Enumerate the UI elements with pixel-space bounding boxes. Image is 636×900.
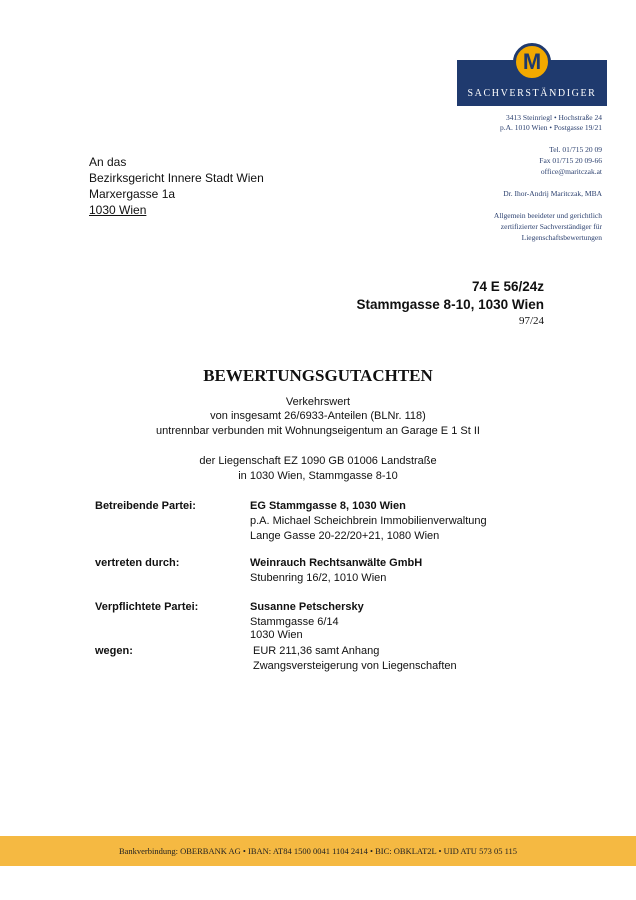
logo-letter: M xyxy=(522,49,542,74)
property-address: Stammgasse 8-10, 1030 Wien xyxy=(356,297,544,312)
logo-emblem xyxy=(513,43,551,81)
subject-line-2: von insgesamt 26/6933-Anteilen (BLNr. 118) xyxy=(210,410,426,422)
wegen-line-1: EUR 211,36 samt Anhang xyxy=(253,645,380,657)
vertreten-label: vertreten durch: xyxy=(95,557,180,569)
header-address-2: p.A. 1010 Wien • Postgasse 19/21 xyxy=(500,123,602,132)
vertreten-name: Weinrauch Rechtsanwälte GmbH xyxy=(250,557,423,569)
header-desc-3: Liegenschaftsbewertungen xyxy=(521,233,602,242)
footer-bank-details: Bankverbindung: OBERBANK AG • IBAN: AT84 1500 0041 1104 2414 • BIC: OBKLAT2L • UID ATU 573 05 115 xyxy=(118,846,518,856)
subject-line-4: der Liegenschaft EZ 1090 GB 01006 Landstraße xyxy=(199,455,437,467)
wegen-label: wegen: xyxy=(95,645,133,657)
subject-line-3: untrennbar verbunden mit Wohnungseigentum an Garage E 1 St II xyxy=(156,425,480,437)
case-number: 74 E 56/24z xyxy=(471,279,544,294)
recipient-line-1: An das xyxy=(89,155,127,169)
vertreten-line-2: Stubenring 16/2, 1010 Wien xyxy=(250,572,387,584)
betreibende-label: Betreibende Partei: xyxy=(95,500,196,512)
subject-line-5: in 1030 Wien, Stammgasse 8-10 xyxy=(238,470,398,482)
verpflichtete-name: Susanne Petschersky xyxy=(250,601,364,613)
recipient-line-4: 1030 Wien xyxy=(89,203,147,217)
verpflichtete-label: Verpflichtete Partei: xyxy=(95,601,199,613)
header-desc-2: zertifizierter Sachverständiger für xyxy=(500,222,602,231)
recipient-line-2: Bezirksgericht Innere Stadt Wien xyxy=(89,171,264,185)
wegen-line-2: Zwangsversteigerung von Liegenschaften xyxy=(253,660,457,672)
verpflichtete-line-3: 1030 Wien xyxy=(250,629,303,641)
recipient-line-3: Marxergasse 1a xyxy=(89,187,176,201)
logo-text: SACHVERSTÄNDIGER xyxy=(467,88,597,99)
header-desc-1: Allgemein beeideter und gerichtlich xyxy=(493,211,602,220)
header-name: Dr. Ihor-Andrij Maritczak, MBA xyxy=(503,189,602,198)
document-number: 97/24 xyxy=(518,315,544,327)
betreibende-line-3: Lange Gasse 20-22/20+21, 1080 Wien xyxy=(250,530,440,542)
betreibende-line-2: p.A. Michael Scheichbrein Immobilienverwaltung xyxy=(250,515,487,527)
betreibende-name: EG Stammgasse 8, 1030 Wien xyxy=(250,500,406,512)
footer-bank-bar xyxy=(0,836,636,866)
header-fax: Fax 01/715 20 09-66 xyxy=(539,156,602,165)
header-tel: Tel. 01/715 20 09 xyxy=(549,145,602,154)
header-address-1: 3413 Steinriegl • Hochstraße 24 xyxy=(506,113,602,122)
document-title: BEWERTUNGSGUTACHTEN xyxy=(203,366,433,385)
subject-line-1: Verkehrswert xyxy=(285,396,351,408)
header-email: office@maritczak.at xyxy=(540,167,602,176)
verpflichtete-line-2: Stammgasse 6/14 xyxy=(250,616,339,628)
